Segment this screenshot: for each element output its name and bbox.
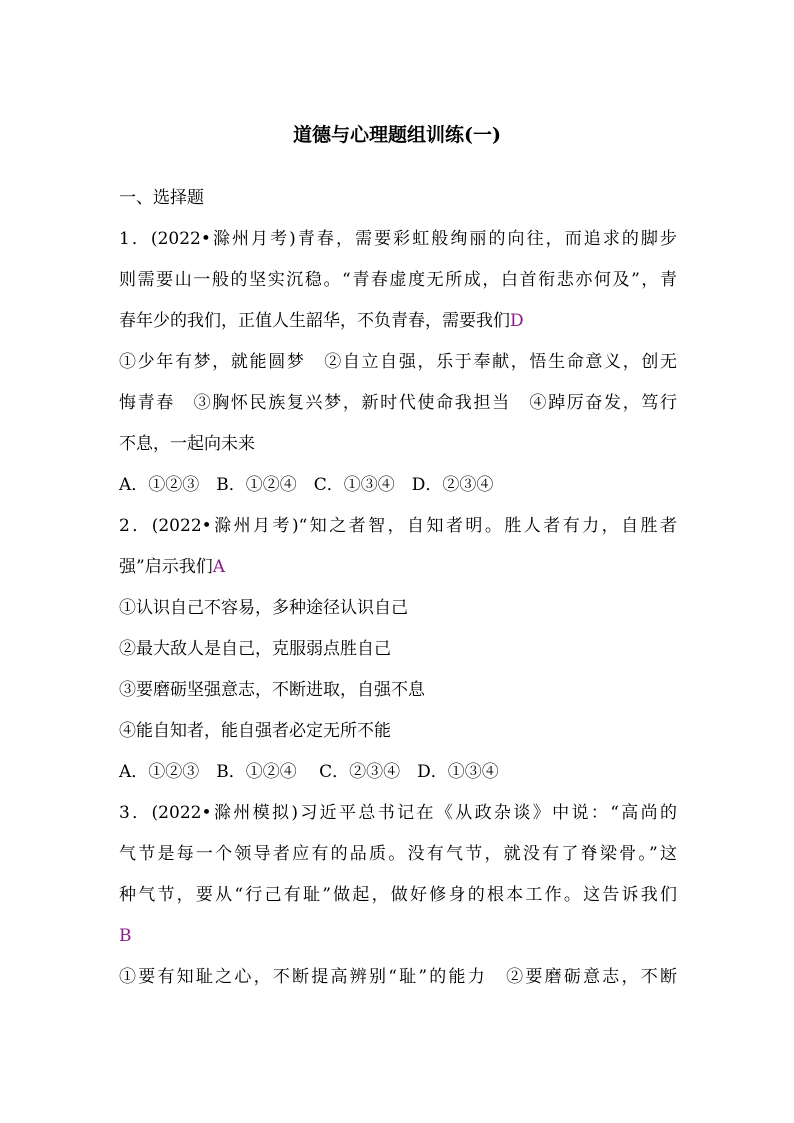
- question-stem-line: 气节是每一个领导者应有的品质。没有气节，就没有了脊梁骨。”这: [119, 844, 677, 864]
- question-stem-line: [119, 547, 677, 588]
- answer-options: A．①②③ B．①②④ C．①③④ D．②③④: [119, 475, 494, 495]
- statement-line: ③要磨砺坚强意志，不断进取，自强不息: [119, 680, 425, 700]
- answer-mark: A: [212, 557, 225, 577]
- question-stem-line: 2．(2022•滁州月考)“知之者智，自知者明。胜人者有力，自胜者: [119, 516, 677, 536]
- statement-line: ①认识自己不容易，多种途径认识自己: [119, 598, 408, 618]
- question-stem-line: 种气节，要从“行己有耻”做起，做好修身的根本工作。这告诉我们: [119, 885, 677, 905]
- question-stem-line: 则需要山一般的坚实沉稳。“青春虚度无所成，白首衔悲亦何及”，青: [119, 270, 677, 290]
- section-heading: 一、选择题: [119, 188, 204, 208]
- answer-mark: B: [119, 926, 132, 946]
- question-stem-line: 1．(2022•滁州月考)青春，需要彩虹般绚丽的向往，而追求的脚步: [119, 229, 677, 249]
- answer-options: A．①②③ B．①②④ C．②③④ D．①③④: [119, 762, 499, 782]
- question-stem-text: 春年少的我们，正值人生韶华，不负青春，需要我们: [119, 311, 510, 331]
- answer-mark: D: [510, 311, 524, 331]
- question-stem-line: 3．(2022•滁州模拟)习近平总书记在《从政杂谈》中说：“高尚的: [119, 803, 677, 823]
- statement-line: 悔青春 ③胸怀民族复兴梦，新时代使命我担当 ④踔厉奋发，笃行: [119, 393, 677, 413]
- answer-line: [119, 916, 677, 957]
- question-3: [119, 793, 677, 998]
- statement-line: ④能自知者，能自强者必定无所不能: [119, 721, 391, 741]
- statement-line: 不息，一起向未来: [119, 434, 255, 454]
- question-2: [119, 506, 677, 793]
- statement-line: ②最大敌人是自己，克服弱点胜自己: [119, 639, 391, 659]
- question-1: [119, 219, 677, 506]
- document-title: 道德与心理题组训练(一): [293, 124, 501, 146]
- document-body: [119, 178, 677, 998]
- question-stem-line: [119, 301, 677, 342]
- statement-line: ①少年有梦，就能圆梦 ②自立自强，乐于奉献，悟生命意义，创无: [119, 352, 677, 372]
- statement-line: ①要有知耻之心，不断提高辨别“耻”的能力 ②要磨砺意志，不断: [119, 967, 677, 987]
- question-stem-text: 强”启示我们: [119, 557, 213, 577]
